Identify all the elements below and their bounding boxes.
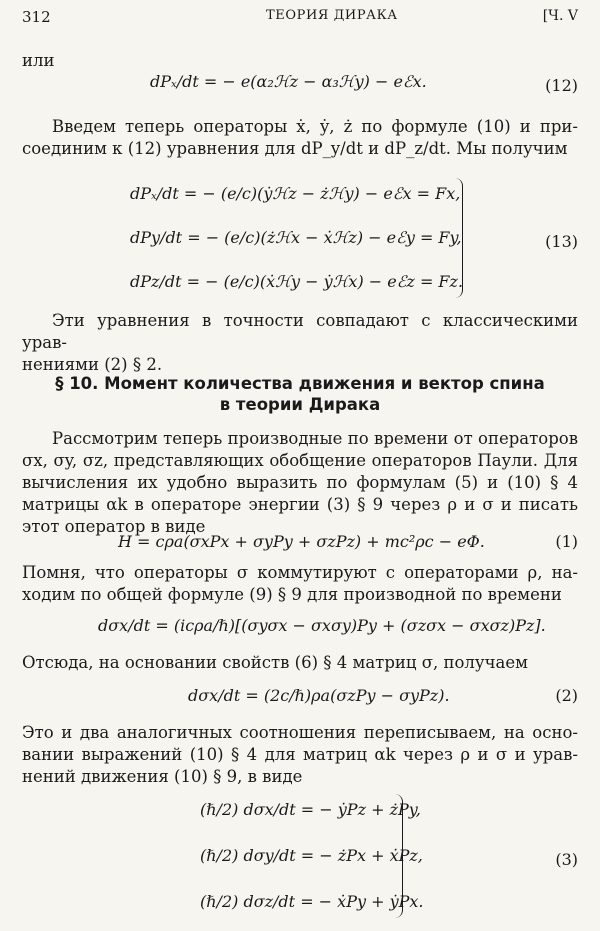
equation-3-number: (3) <box>555 850 578 869</box>
text-line: Отсюда, на основании свойств (6) § 4 матриц σ, получаем <box>22 653 528 672</box>
paragraph-commute <box>22 562 578 606</box>
text-line: Эти уравнения в точности совпадают с классическими урав- <box>22 311 578 352</box>
chapter-label: [Ч. V <box>542 8 578 24</box>
equation-1: H = cρa(σxPx + σyPy + σzPz) + mc²ρc − eΦ. <box>118 532 485 551</box>
right-brace <box>392 794 403 918</box>
text-line: нений движения (10) § 9, в виде <box>22 767 303 786</box>
text-line: вычисления их удобно выразить по формулам (5) и (10) § 4 <box>22 473 578 492</box>
text-line: этот оператор в виде <box>22 517 206 536</box>
page-number: 312 <box>22 8 51 26</box>
text-line: Это и два аналогичных соотношения переписываем, на осно- <box>22 723 578 742</box>
text-line: вании выражений (10) § 4 для матриц αk через ρ и σ и урав- <box>22 745 578 764</box>
paragraph-derivatives <box>22 428 578 538</box>
equation-1-number: (1) <box>555 532 578 551</box>
paragraph-rewrite <box>22 722 578 788</box>
equation-13-number: (13) <box>545 232 578 251</box>
equation-2: dσx/dt = (2c/ℏ)ρa(σzPy − σyPz). <box>188 686 450 705</box>
equation-3-line-3: (ℏ/2) dσz/dt = − ẋPy + ẏPx. <box>200 892 424 911</box>
page-header <box>22 8 578 32</box>
text-line: Помня, что операторы σ коммутируют с операторами ρ, на- <box>22 563 578 582</box>
paragraph-properties <box>22 652 578 674</box>
equation-2-number: (2) <box>555 686 578 705</box>
equation-12-number: (12) <box>545 76 578 95</box>
text-line: соединим к (12) уравнения для dP_y/dt и dP_z/dt. Мы получим <box>22 139 568 158</box>
word-ili: или <box>22 51 55 70</box>
section-title-line-2: в теории Дирака <box>219 395 381 414</box>
equation-3-line-1: (ℏ/2) dσx/dt = − ẏPz + żPy, <box>200 800 421 819</box>
paragraph-intro <box>22 116 578 160</box>
text-line: Введем теперь операторы ẋ, ẏ, ż по формуле (10) и при- <box>52 117 578 136</box>
running-title: ТЕОРИЯ ДИРАКА <box>266 8 398 23</box>
text-line: ходим по общей формуле (9) § 9 для производной по времени <box>22 585 562 604</box>
equation-13-line-3: dPz/dt = − (e/c)(ẋℋy − ẏℋx) − eℰz = Fz. <box>130 272 464 291</box>
equation-derivative: dσx/dt = (icρa/ℏ)[(σyσx − σxσy)Py + (σzσx − σxσz)Pz]. <box>98 616 546 635</box>
text-line: Рассмотрим теперь производные по времени от операторов <box>52 429 578 448</box>
equation-13-line-1: dPₓ/dt = − (e/c)(ẏℋz − żℋy) − eℰx = Fx, <box>130 184 461 203</box>
text-line: матрицы αk в операторе энергии (3) § 9 через ρ и σ и писать <box>22 495 578 514</box>
equation-3-line-2: (ℏ/2) dσy/dt = − żPx + ẋPz, <box>200 846 423 865</box>
equation-13-line-2: dPy/dt = − (e/c)(żℋx − ẋℋz) − eℰy = Fy, <box>130 228 462 247</box>
text-line: σx, σy, σz, представляющих обобщение операторов Паули. Для <box>22 451 578 470</box>
text-line: нениями (2) § 2. <box>22 355 163 374</box>
right-brace <box>452 178 463 298</box>
section-title-line-1: § 10. Момент количества движения и вектор спина <box>55 374 545 393</box>
equation-12: dPₓ/dt = − e(α₂ℋz − α₃ℋy) − eℰx. <box>150 72 427 91</box>
paragraph-classical <box>22 310 578 376</box>
